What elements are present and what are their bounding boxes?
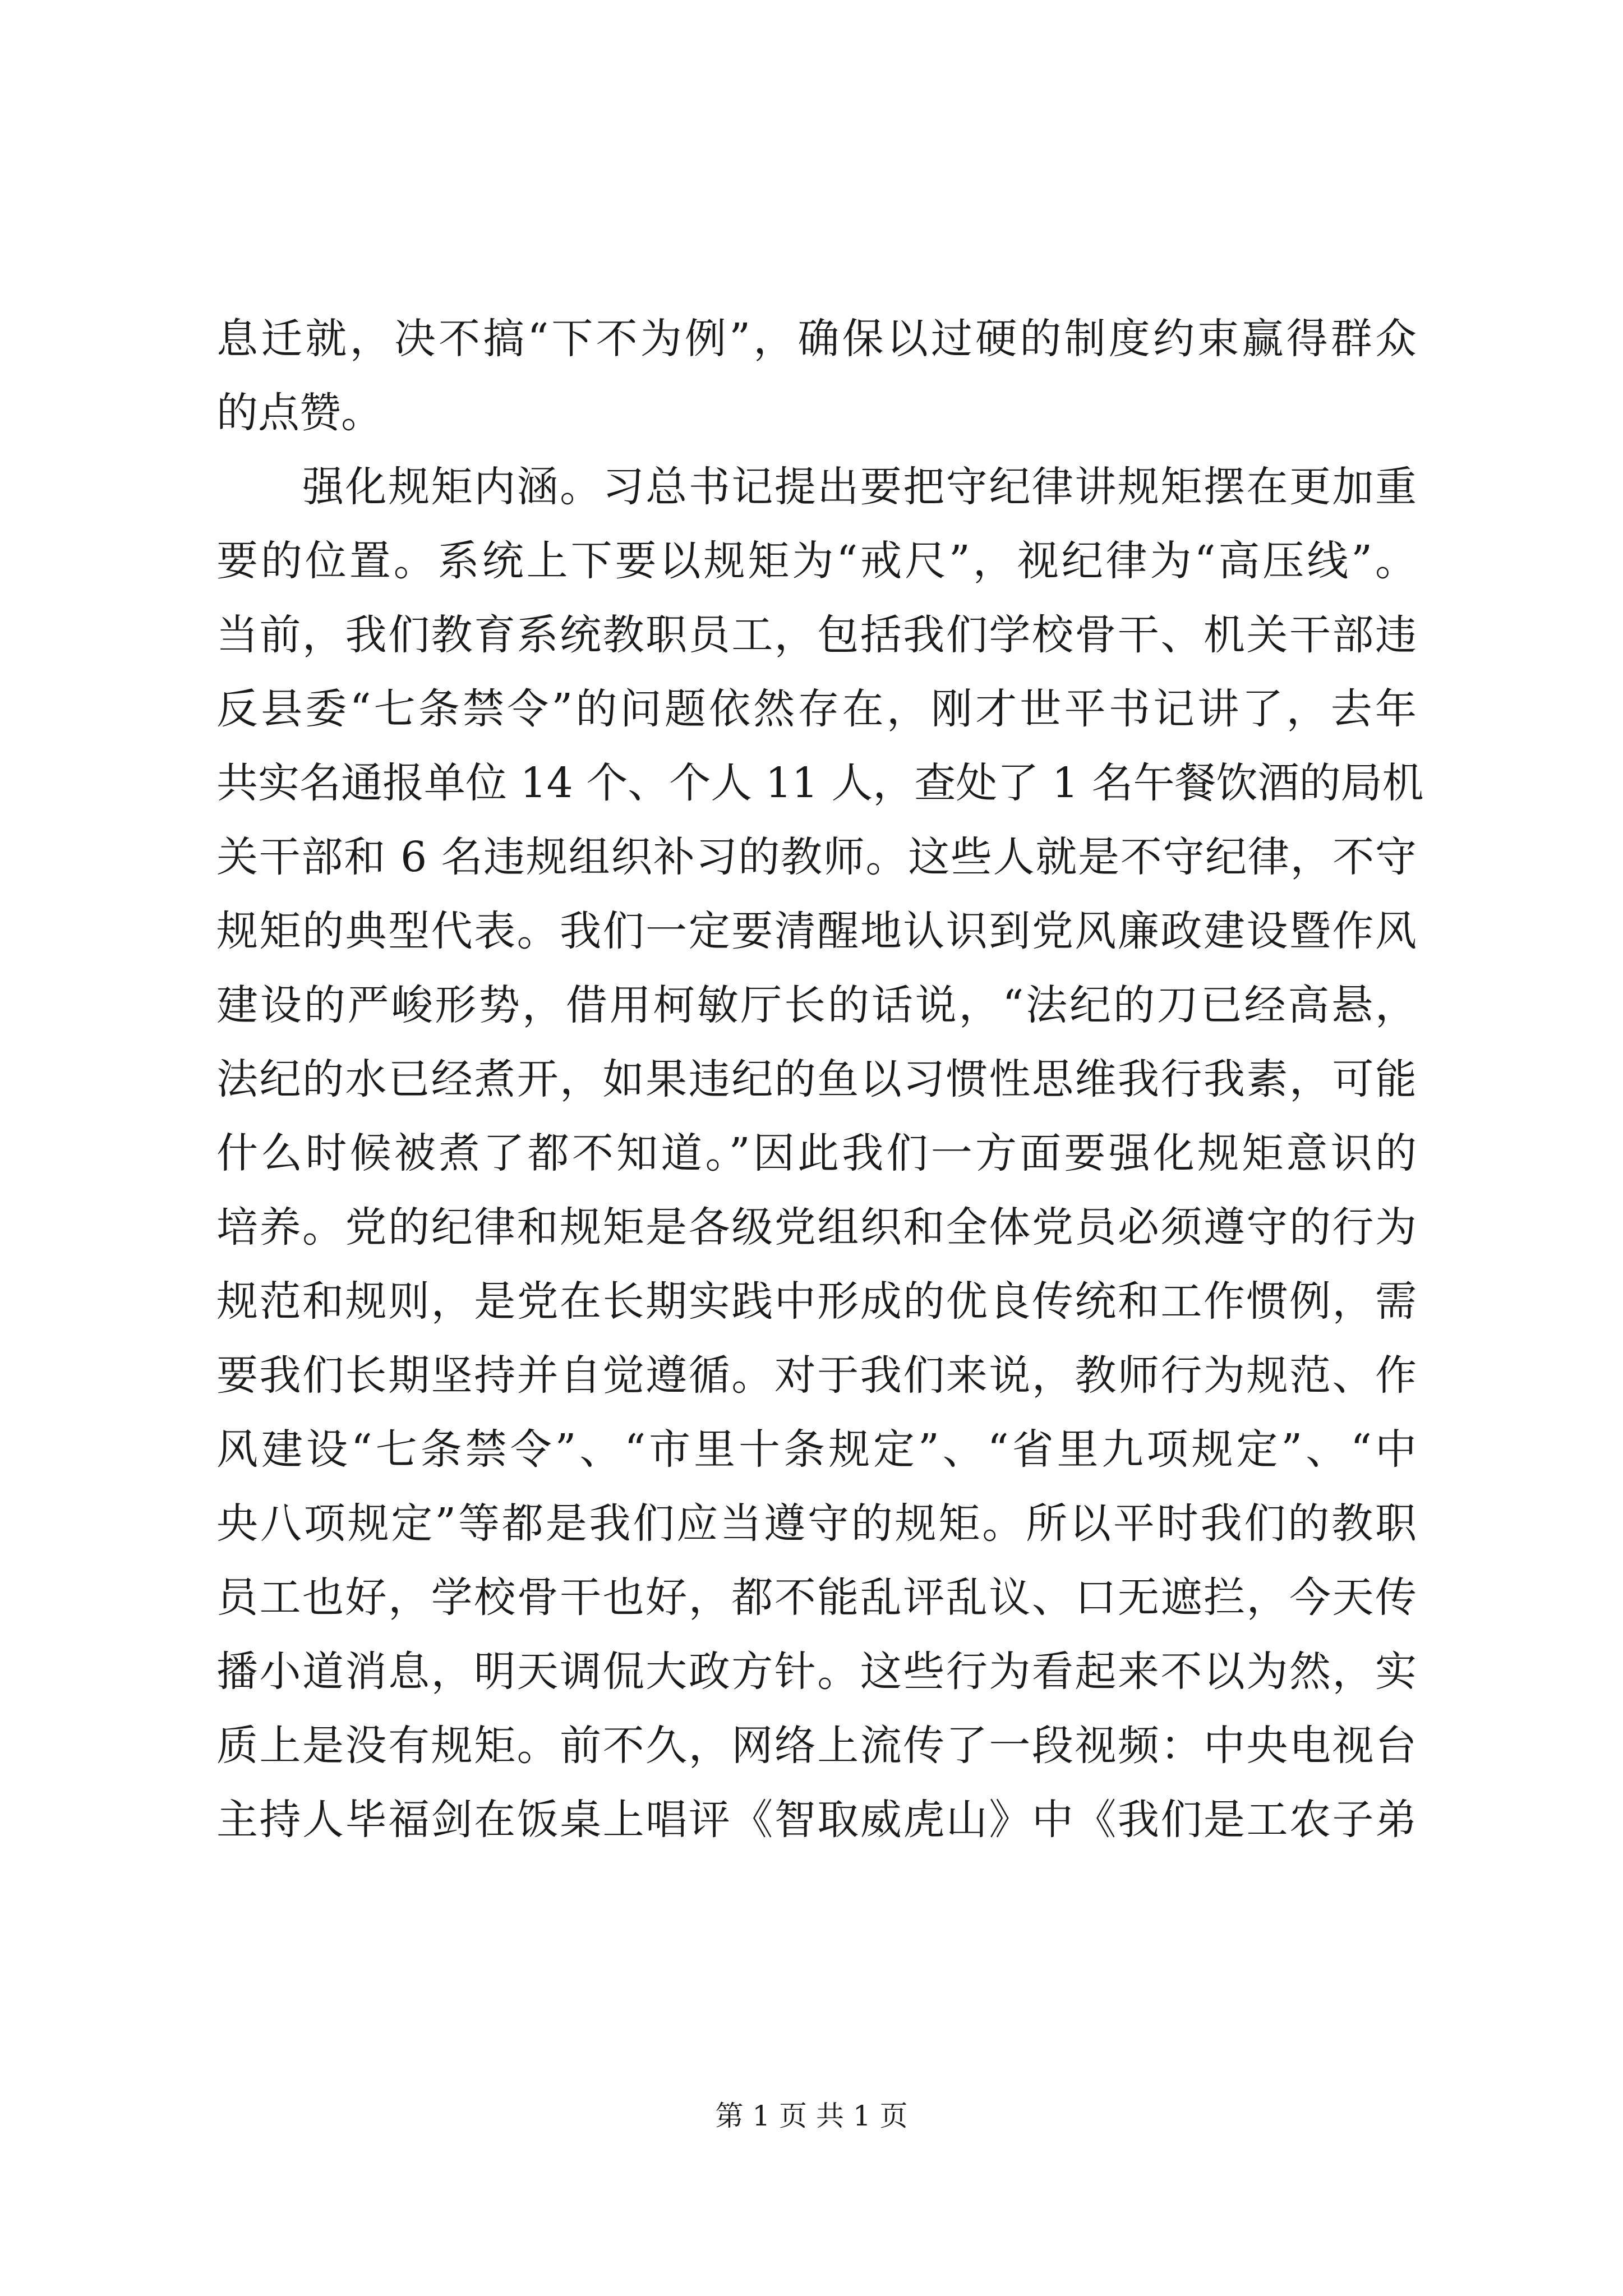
text-line: 法纪的水已经煮开，如果违纪的鱼以习惯性思维我行我素，可能 (216, 1055, 1417, 1103)
text-line: 质上是没有规矩。前不久，网络上流传了一段视频：中央电视台 (216, 1722, 1417, 1770)
text-line: 什么时候被煮了都不知道。”因此我们一方面要强化规矩意识的 (216, 1129, 1417, 1177)
text-line: 员工也好，学校骨干也好，都不能乱评乱议、口无遮拦，今天传 (216, 1573, 1417, 1622)
text-line: 共实名通报单位 14 个、个人 11 人，查处了 1 名午餐饮酒的局机 (216, 759, 1424, 807)
text-line: 建设的严峻形势，借用柯敏厅长的话说，“法纪的刀已经高悬， (216, 981, 1417, 1029)
document-body (216, 302, 1424, 1857)
text-line: 要的位置。系统上下要以规矩为“戒尺”，视纪律为“高压线”。 (216, 537, 1417, 585)
text-line: 规矩的典型代表。我们一定要清醒地认识到党风廉政建设暨作风 (216, 907, 1417, 955)
text-line: 的点赞。 (216, 389, 382, 437)
text-line: 关干部和 6 名违规组织补习的教师。这些人就是不守纪律，不守 (216, 833, 1417, 881)
text-line: 规范和规则，是党在长期实践中形成的优良传统和工作惯例，需 (216, 1277, 1417, 1326)
text-line: 反县委“七条禁令”的问题依然存在，刚才世平书记讲了，去年 (216, 685, 1417, 733)
text-line: 要我们长期坚持并自觉遵循。对于我们来说，教师行为规范、作 (216, 1351, 1417, 1400)
text-line: 主持人毕福剑在饭桌上唱评《智取威虎山》中《我们是工农子弟 (216, 1796, 1417, 1844)
page-footer (0, 2098, 1623, 2134)
text-line: 培养。党的纪律和规矩是各级党组织和全体党员必须遵守的行为 (216, 1203, 1417, 1251)
text-line: 强化规矩内涵。习总书记提出要把守纪律讲规矩摆在更加重 (216, 463, 1417, 511)
text-line: 息迁就，决不搞“下不为例”，确保以过硬的制度约束赢得群众 (216, 315, 1417, 363)
text-line: 风建设“七条禁令”、“市里十条规定”、“省里九项规定”、“中 (216, 1425, 1417, 1474)
text-line: 播小道消息，明天调侃大政方针。这些行为看起来不以为然，实 (216, 1648, 1417, 1696)
text-line: 央八项规定”等都是我们应当遵守的规矩。所以平时我们的教职 (216, 1499, 1417, 1548)
text-line: 当前，我们教育系统教职员工，包括我们学校骨干、机关干部违 (216, 611, 1417, 659)
page-number: 第 1 页 共 1 页 (715, 2100, 908, 2132)
